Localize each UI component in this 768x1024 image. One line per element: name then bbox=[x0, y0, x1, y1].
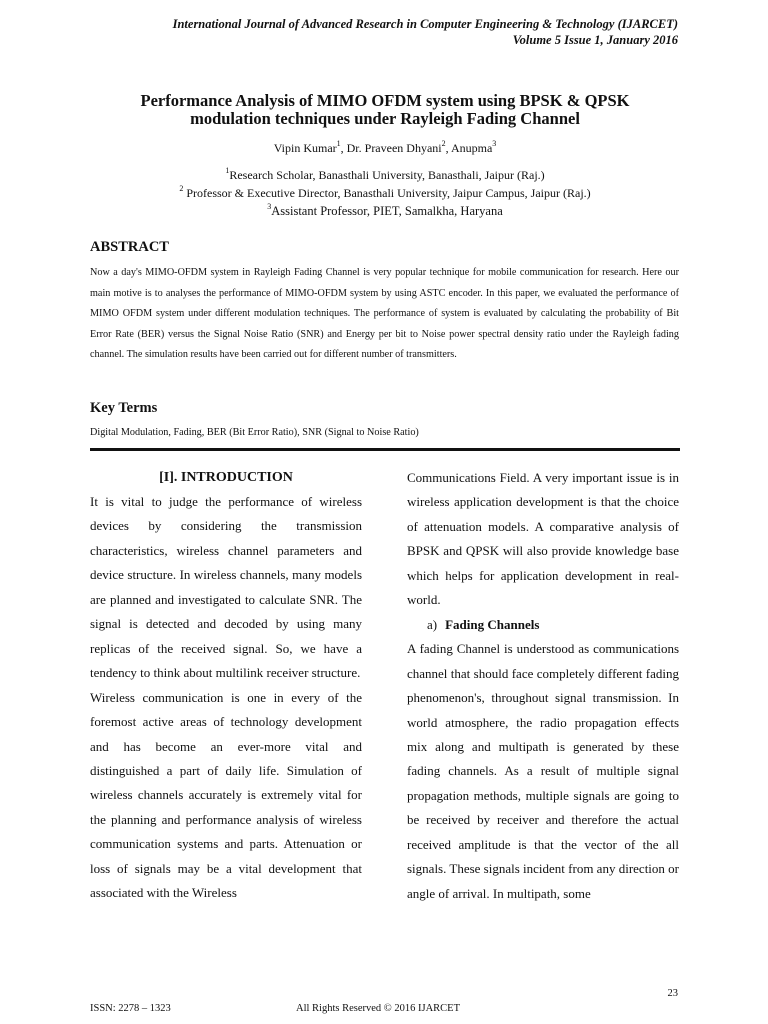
key-terms-text: Digital Modulation, Fading, BER (Bit Error Ratio), SNR (Signal to Noise Ratio) bbox=[90, 427, 419, 438]
author-sup: 2 bbox=[441, 139, 446, 148]
body-column-right bbox=[407, 466, 679, 906]
affiliation-1 bbox=[90, 166, 680, 184]
abstract-heading: ABSTRACT bbox=[90, 239, 169, 255]
body-paragraph: It is vital to judge the performance of wireless devices by considering the transmission characteristics, wireless channel parameters and device structure. In wireless channels, many models are planned and investigated to calculate SNR. The signal is detected and decoded by using many replicas of the received signal. So, we have a tendency to think about multilink receiver structure. bbox=[90, 494, 362, 681]
affiliation-text: Research Scholar, Banasthali University, Banasthali, Jaipur (Raj.) bbox=[229, 168, 545, 182]
footer-copyright: All Rights Reserved © 2016 IJARCET bbox=[296, 1003, 461, 1014]
author-name: Anupma bbox=[450, 141, 493, 155]
body-paragraph: A fading Channel is understood as communications channel that should face completely different fading phenomenon's, throughout signal transmission. In world atmosphere, the radio propagation effects mix along and multipath is generated by these fading channels. As a result of multiple signal propagation methods, multiple signals are going to be received by receiver and therefore the actual received amplitude is that the vector of the all signals. These signals incident from any direction or angle of arrival. In multipath, some bbox=[407, 641, 679, 901]
author-name: Vipin Kumar bbox=[273, 141, 337, 155]
author-separator: , bbox=[340, 141, 347, 155]
author-sup: 1 bbox=[336, 139, 341, 148]
abstract-text: Now a day's MIMO-OFDM system in Rayleigh Fading Channel is very popular technique for mobile communication for research. Here our main motive is to analyses the performance of MIMO-OFDM system by using ASTC encoder. In this paper, we evaluated the performance of MIMO OFDM system under different modulation techniques. The performance of system is evaluated by calculating the probability of Bit Error Rate (BER) versus the Signal Noise Ratio (SNR) and Energy per bit to Noise power spectral density ratio under the Rayleigh fading channel. The simulation results have been carried out for different number of transmitters. bbox=[90, 267, 679, 361]
author-name: Dr. Praveen Dhyani bbox=[346, 141, 442, 155]
subsection-number: a) bbox=[427, 616, 438, 632]
section-divider bbox=[90, 448, 680, 451]
affiliation-sup: 3 bbox=[267, 201, 272, 211]
title-line-2: modulation techniques under Rayleigh Fading Channel bbox=[190, 109, 580, 128]
author-separator: , bbox=[445, 141, 451, 155]
paper-title bbox=[90, 92, 680, 128]
affiliation-text: Professor & Executive Director, Banasthali University, Jaipur Campus, Jaipur (Raj.) bbox=[183, 186, 591, 200]
journal-name: International Journal of Advanced Research in Computer Engineering & Technology (IJARCET) bbox=[172, 17, 678, 31]
body-paragraph: Communications Field. A very important issue is in wireless application development is that the choice of attenuation models. A comparative analysis of BPSK and QPSK will also provide knowledge base which helps for application development in real-world. bbox=[407, 470, 679, 608]
title-line-1: Performance Analysis of MIMO OFDM system using BPSK & QPSK bbox=[140, 91, 630, 110]
affiliation-text: Assistant Professor, PIET, Samalkha, Haryana bbox=[271, 204, 503, 218]
journal-volume: Volume 5 Issue 1, January 2016 bbox=[512, 33, 678, 47]
affiliation-2 bbox=[90, 184, 680, 202]
body-paragraph: Wireless communication is one in every of the foremost active areas of technology development and has become an ever-more vital and distinguished a part of daily life. Simulation of wireless channels accurately is extremely vital for the planning and performance analysis of wireless communication systems and parts. Attenuation or loss of signals may be a vital development that associated with the Wireless bbox=[90, 689, 362, 901]
affiliation-sup: 1 bbox=[225, 166, 230, 175]
body-column-left bbox=[90, 466, 362, 906]
author-sup: 3 bbox=[492, 139, 497, 148]
subsection-heading bbox=[407, 613, 679, 637]
journal-header bbox=[173, 16, 678, 48]
introduction-heading: [I]. INTRODUCTION bbox=[159, 470, 293, 485]
affiliation-list bbox=[90, 166, 680, 220]
author-list bbox=[90, 140, 680, 156]
affiliation-sup: 2 bbox=[179, 184, 184, 193]
page-number: 23 bbox=[667, 988, 678, 999]
affiliation-3 bbox=[90, 202, 680, 220]
subsection-title: Fading Channels bbox=[445, 616, 540, 632]
footer-issn: ISSN: 2278 – 1323 bbox=[90, 1003, 171, 1014]
key-terms-heading: Key Terms bbox=[90, 400, 158, 416]
